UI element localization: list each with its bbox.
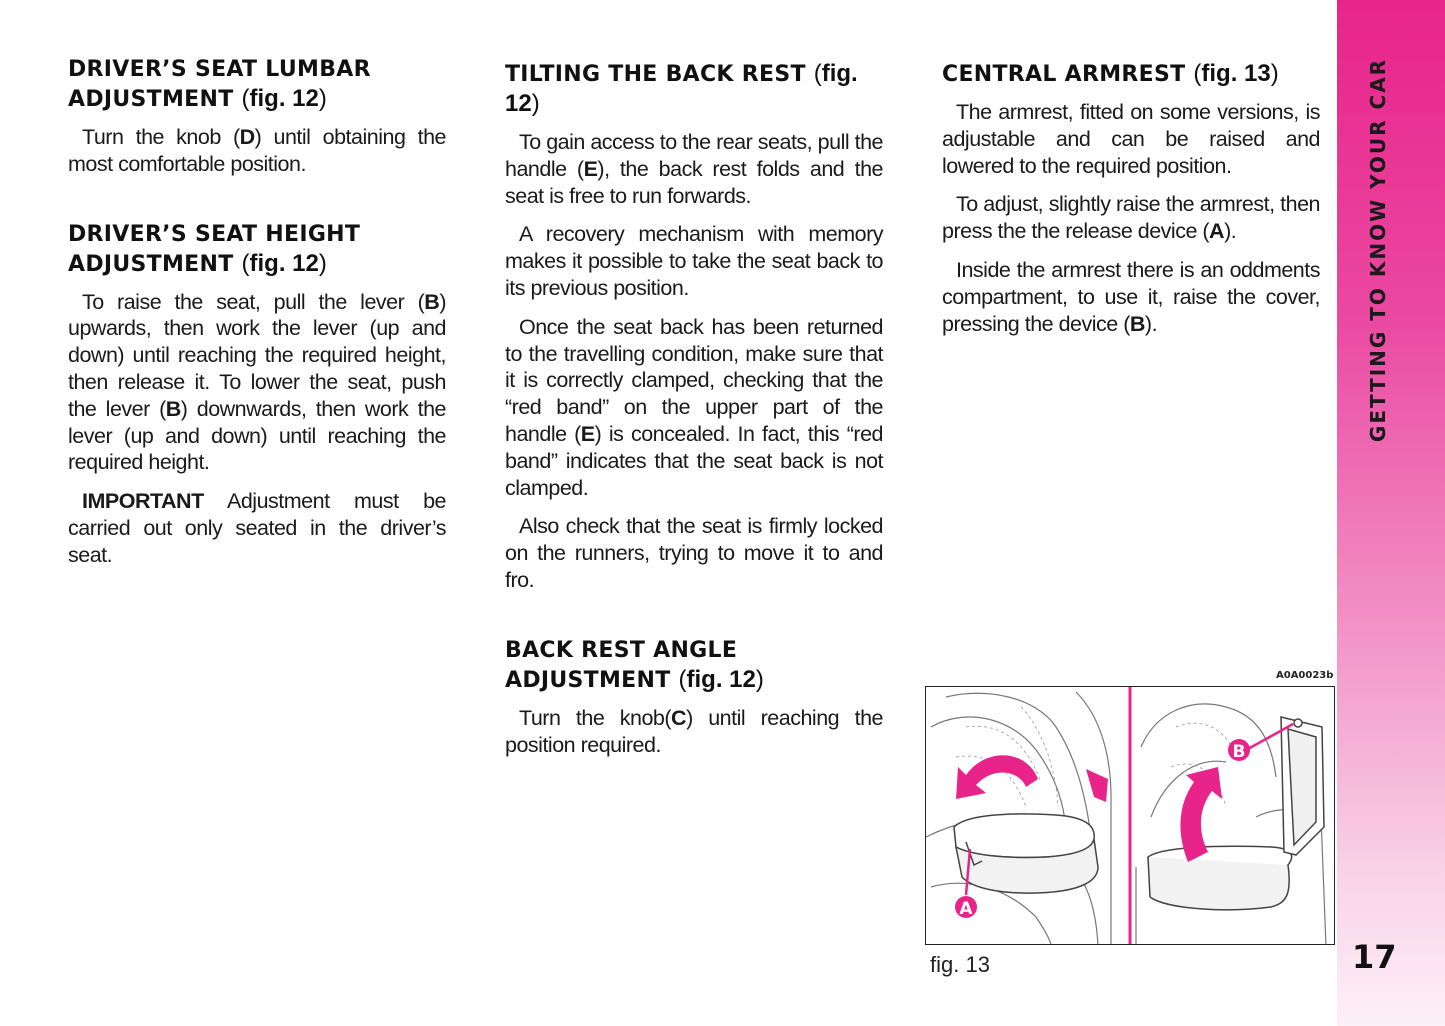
figure-reference: (fig. 12) <box>241 249 327 277</box>
figure-reference: (fig. 12) <box>241 85 327 112</box>
label-b: B <box>1232 742 1246 762</box>
paragraph: To gain access to the rear seats, pull the handle (E), the back rest folds and the seat is free to run forwards. <box>505 130 883 208</box>
paragraph: The armrest, fitted on some versions, is adjustable and can be raised and lowered to the required position. <box>942 100 1320 178</box>
armrest-left <box>954 814 1098 893</box>
paragraph: Once the seat back has been returned to the travelling condition, make sure that it is correctly clamped, checking that the “red band” on the upper part of the handle (E) is concealed. In fact, this “red band” indicates that the seat back is not clamped. <box>505 314 883 500</box>
armrest-illustration <box>925 686 1335 945</box>
column-3 <box>942 59 1320 349</box>
page-number: 17 <box>1352 938 1397 976</box>
important-note: IMPORTANT Adjustment must be carried out only seated in the driver’s seat. <box>68 489 446 567</box>
figure-code: A0A0023b <box>1276 670 1334 681</box>
paragraph: A recovery mechanism with memory makes it possible to take the seat back to its previous position. <box>505 222 883 300</box>
column-2 <box>505 59 883 770</box>
section-heading-lumbar: DRIVER’S SEAT LUMBAR ADJUSTMENT (fig. 12) <box>68 57 371 112</box>
section-heading-angle: BACK REST ANGLE ADJUSTMENT (fig. 12) <box>505 637 764 693</box>
paragraph: Also check that the seat is firmly locked on the runners, trying to move it to and fro. <box>505 514 883 592</box>
figure-caption: fig. 13 <box>930 952 990 977</box>
figure-reference: (fig. 12) <box>678 665 764 693</box>
paragraph: Turn the knob (D) until obtaining the most comfortable position. <box>68 125 446 176</box>
section-heading-tilting: TILTING THE BACK REST (fig. 12) <box>505 60 858 117</box>
label-a: A <box>959 899 973 919</box>
section-heading-height: DRIVER’S SEAT HEIGHT ADJUSTMENT (fig. 12) <box>68 221 361 277</box>
chapter-sidebar <box>1337 0 1445 1026</box>
paragraph: To adjust, slightly raise the armrest, then press the the release device (A). <box>942 192 1320 244</box>
figure-reference: (fig. 12) <box>505 60 858 117</box>
column-1 <box>68 55 446 581</box>
chapter-title: GETTING TO KNOW YOUR CAR <box>1366 57 1390 443</box>
section-heading-armrest: CENTRAL ARMREST (fig. 13) <box>942 60 1279 87</box>
figure-reference: (fig. 13) <box>1193 60 1279 87</box>
paragraph: Inside the armrest there is an oddments compartment, to use it, raise the cover, pressing the device (B). <box>942 257 1320 336</box>
paragraph: To raise the seat, pull the lever (B) upwards, then work the lever (up and down) until reaching the required height, then release it. To lower the seat, push the lever (B) downwards, then work the lever (up and down) until reaching the required height. <box>68 289 446 475</box>
paragraph: Turn the knob(C) until reaching the position required. <box>505 705 883 757</box>
